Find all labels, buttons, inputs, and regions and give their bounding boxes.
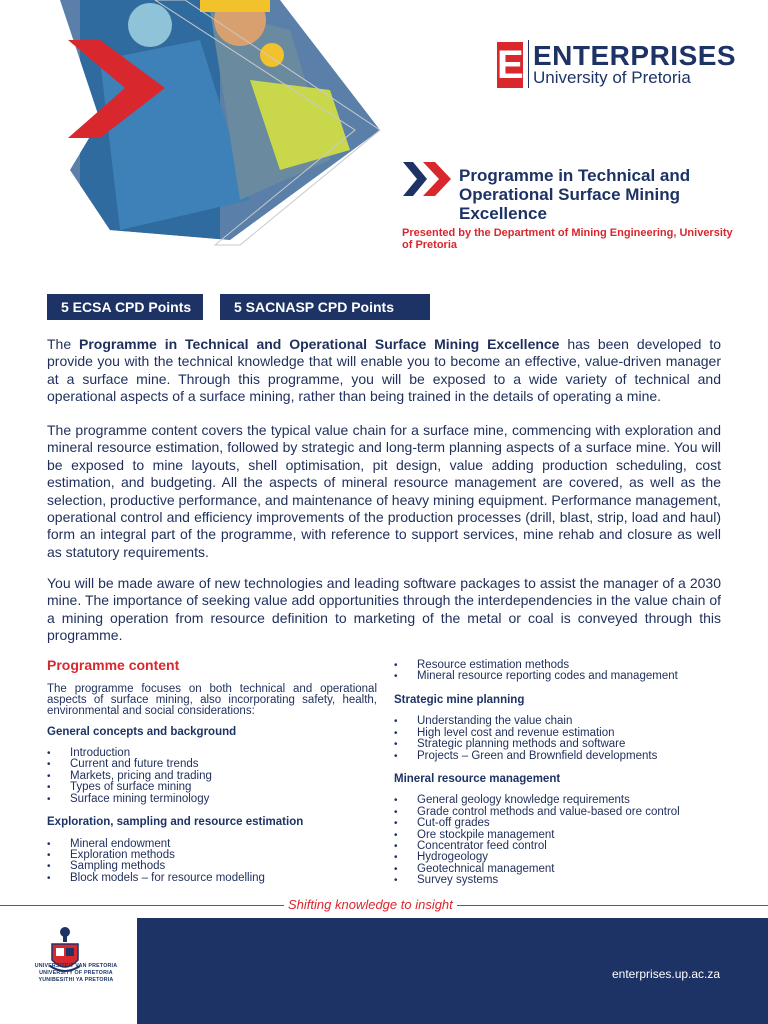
strategic-planning-heading: Strategic mine planning bbox=[394, 693, 525, 706]
hero-banner-image bbox=[0, 0, 400, 260]
university-name-block bbox=[30, 963, 122, 984]
list-item: • High level cost and revenue estimation bbox=[394, 728, 734, 739]
logo-title: ENTERPRISES bbox=[533, 40, 737, 71]
list-item: • Current and future trends bbox=[47, 759, 377, 770]
list-item: • Strategic planning methods and software bbox=[394, 739, 734, 750]
list-item: • Types of surface mining bbox=[47, 782, 377, 793]
general-concepts-list bbox=[47, 748, 377, 805]
programme-content-heading: Programme content bbox=[47, 657, 180, 673]
technology-paragraph: You will be made aware of new technologies and leading software packages to assist the manager of a 2030 mine. The importance of seeking value add opportunities through the interdependencies in the value chain of a mining operation from resource definition to marketing of the metal or coal is conveyed through this programme. bbox=[47, 575, 721, 644]
exploration-list-continued bbox=[394, 660, 734, 683]
list-item: • Ore stockpile management bbox=[394, 830, 734, 841]
programme-content-right bbox=[394, 660, 734, 899]
logo-subtitle: University of Pretoria bbox=[533, 68, 691, 87]
intro-lead: The bbox=[47, 336, 80, 352]
logo-letter: E bbox=[497, 43, 524, 87]
list-item: • Mineral endowment bbox=[47, 839, 377, 850]
exploration-heading: Exploration, sampling and resource estimation bbox=[47, 816, 304, 829]
list-item: • Understanding the value chain bbox=[394, 716, 734, 727]
double-chevron-icon bbox=[403, 162, 453, 196]
list-item: • Projects – Green and Brownfield developments bbox=[394, 751, 734, 762]
intro-rest: has been developed to provide you with the technical knowledge that will enable you to become an effective, value-driven manager at a surface mine. Through this programme, you will be exposed to a wide variety of technical and operational aspects of a surface mining, rather than being trained in the details of operating a mine. bbox=[47, 336, 722, 405]
university-name-afrikaans: UNIVERSITEIT VAN PRETORIA bbox=[34, 963, 118, 969]
list-item: • Grade control methods and value-based ore control bbox=[394, 807, 734, 818]
ecsa-cpd-badge: 5 ECSA CPD Points bbox=[47, 294, 203, 320]
programme-title: Programme in Technical and Operational Surface Mining Excellence bbox=[459, 166, 691, 223]
website-link[interactable]: enterprises.up.ac.za bbox=[612, 967, 721, 981]
programme-content-left bbox=[47, 657, 377, 896]
content-paragraph: The programme content covers the typical value chain for a surface mine, commencing with exploration and mineral resource estimation, followed by strategic and long-term planning aspects of a surface mine. You will be exposed to mine layouts, shell optimisation, pit design, value adding production scheduling, cost estimation, and budgeting. All the aspects of mineral resource management are covered, as well as the selection, productive performance, and maintenance of heavy mining equipment. Performance management, operational control and efficiency improvements of the production processes (drill, blast, strip, load and haul) form an integral part of the programme, with reference to support services, mine rehab and closure as well as statutory requirements. bbox=[47, 422, 721, 560]
list-item: • Exploration methods bbox=[47, 850, 377, 861]
intro-programme-name: Programme in Technical and Operational Surface Mining Excellence bbox=[79, 336, 560, 352]
university-name-sepedi: YUNIBESITHI YA PRETORIA bbox=[38, 977, 114, 983]
list-item: • Geotechnical management bbox=[394, 864, 734, 875]
strategic-planning-list bbox=[394, 716, 734, 762]
mineral-resource-heading: Mineral resource management bbox=[394, 772, 561, 785]
logo-divider bbox=[528, 40, 529, 88]
list-item: • Cut-off grades bbox=[394, 818, 734, 829]
university-name-english: UNIVERSITY OF PRETORIA bbox=[39, 970, 113, 976]
list-item: • Survey systems bbox=[394, 875, 734, 886]
list-item: • Resource estimation methods bbox=[394, 660, 734, 671]
list-item: • Mineral resource reporting codes and management bbox=[394, 671, 734, 682]
programme-presenter: Presented by the Department of Mining Engineering, University of Pretoria bbox=[402, 227, 733, 251]
footer-tagline: Shifting knowledge to insight bbox=[284, 897, 457, 913]
list-item: • Sampling methods bbox=[47, 861, 377, 872]
mineral-resource-list bbox=[394, 795, 734, 886]
list-item: • Surface mining terminology bbox=[47, 794, 377, 805]
general-concepts-heading: General concepts and background bbox=[47, 725, 237, 738]
sacnasp-cpd-badge: 5 SACNASP CPD Points bbox=[220, 294, 430, 320]
list-item: • General geology knowledge requirements bbox=[394, 795, 734, 806]
list-item: • Introduction bbox=[47, 748, 377, 759]
list-item: • Markets, pricing and trading bbox=[47, 771, 377, 782]
list-item: • Block models – for resource modelling bbox=[47, 873, 377, 884]
intro-paragraph bbox=[47, 336, 721, 406]
list-item: • Concentrator feed control bbox=[394, 841, 734, 852]
programme-content-intro: The programme focuses on both technical and operational aspects of surface mining, also incorporating safety, health, environmental and social considerations: bbox=[47, 682, 377, 717]
list-item: • Hydrogeology bbox=[394, 852, 734, 863]
exploration-list bbox=[47, 839, 377, 885]
